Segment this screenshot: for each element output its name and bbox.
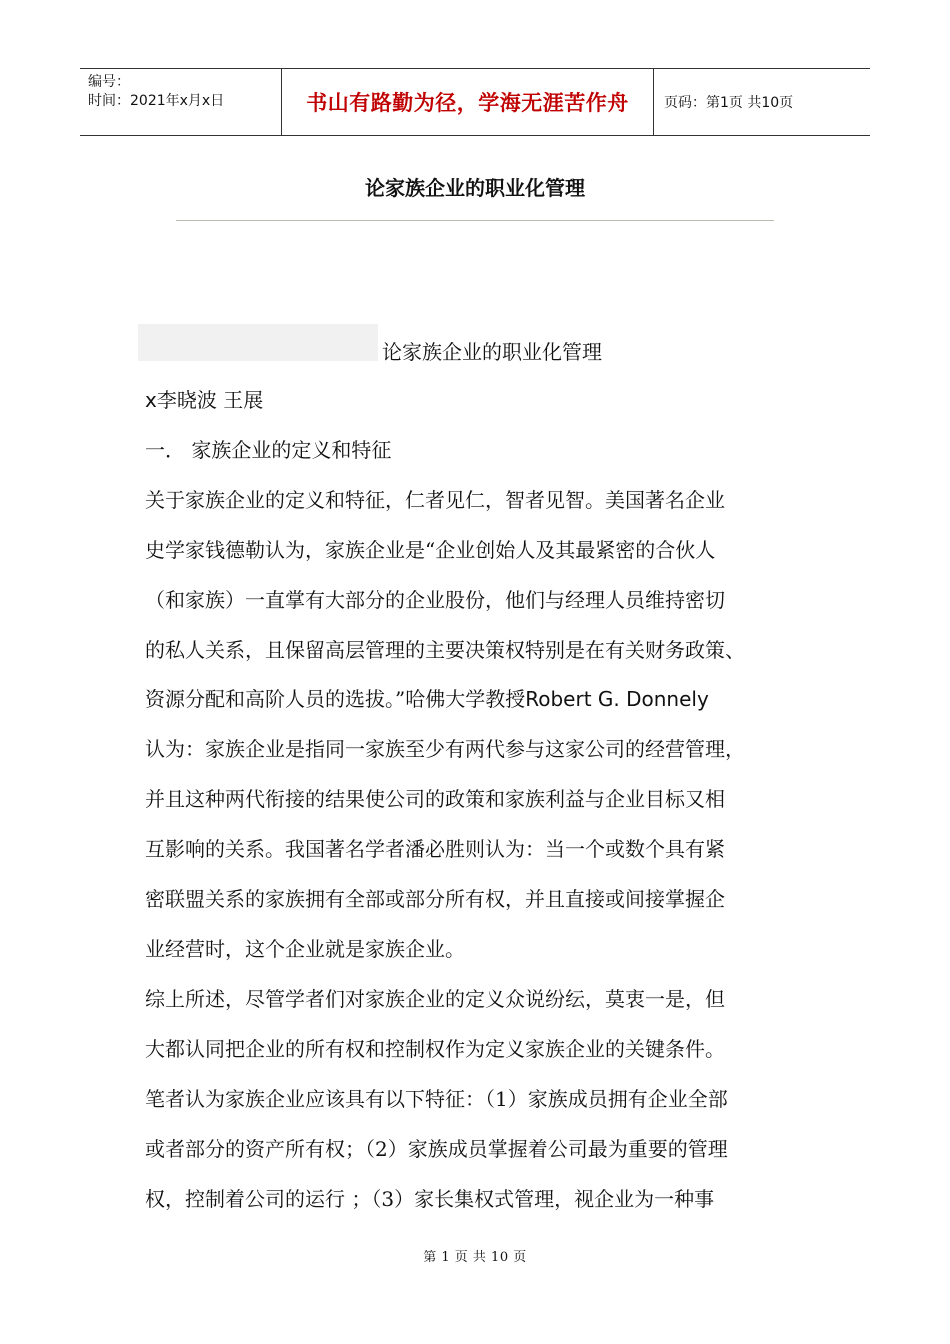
body-line: 笔者认为家族企业应该具有以下特征：（1）家族成员拥有企业全部 — [145, 1086, 728, 1111]
body-line: （和家族）一直掌有大部分的企业股份，他们与经理人员维持密切 — [145, 587, 725, 612]
header-page-info: 页码：第1页 共10页 — [664, 95, 794, 111]
body-line: 权，控制着公司的运行 ；（3）家长集权式管理，视企业为一种事 — [145, 1186, 715, 1211]
title-divider — [176, 220, 774, 221]
header-time-label: 时间：2021年x月x日 — [88, 93, 225, 109]
body-line: 史学家钱德勒认为，家族企业是“企业创始人及其最紧密的合伙人 — [145, 537, 716, 562]
section-heading: 一． 家族企业的定义和特征 — [145, 437, 392, 462]
body-line: 业经营时，这个企业就是家族企业。 — [145, 936, 465, 961]
body-line: 互影响的关系。我国著名学者潘必胜则认为：当一个或数个具有紧 — [145, 837, 725, 862]
page-footer: 第 1 页 共 10 页 — [423, 1250, 527, 1265]
header-meta — [80, 69, 282, 135]
document-title: 论家族企业的职业化管理 — [365, 176, 585, 200]
body-line: 的私人关系，且保留高层管理的主要决策权特别是在有关财务政策、 — [145, 637, 745, 662]
body-line: 或者部分的资产所有权；（2）家族成员掌握着公司最为重要的管理 — [145, 1136, 728, 1161]
document-subtitle: 论家族企业的职业化管理 — [382, 340, 602, 364]
body-line — [145, 675, 815, 725]
document-body — [145, 376, 815, 1224]
body-line: 大都认同把企业的所有权和控制权作为定义家族企业的关键条件。 — [145, 1036, 725, 1061]
authors-line: x李晓波 王展 — [145, 388, 264, 412]
header-number-label: 编号： — [88, 74, 130, 90]
body-line: 认为：家族企业是指同一家族至少有两代参与这家公司的经营管理， — [145, 737, 745, 762]
body-line: 密联盟关系的家族拥有全部或部分所有权，并且直接或间接掌握企 — [145, 887, 725, 912]
body-line: 关于家族企业的定义和特征，仁者见仁，智者见智。美国著名企业 — [145, 487, 725, 512]
body-line-text: 资源分配和高阶人员的选拔。”哈佛大学教授 — [145, 687, 526, 712]
professor-name: Robert G. Donnely — [525, 687, 709, 712]
body-line: 并且这种两代衔接的结果使公司的政策和家族利益与企业目标又相 — [145, 787, 725, 812]
page-header — [80, 68, 870, 136]
header-motto: 书山有路勤为径，学海无涯苦作舟 — [282, 69, 654, 135]
shaded-block — [138, 324, 378, 361]
body-line: 综上所述，尽管学者们对家族企业的定义众说纷纭，莫衷一是，但 — [145, 986, 725, 1011]
